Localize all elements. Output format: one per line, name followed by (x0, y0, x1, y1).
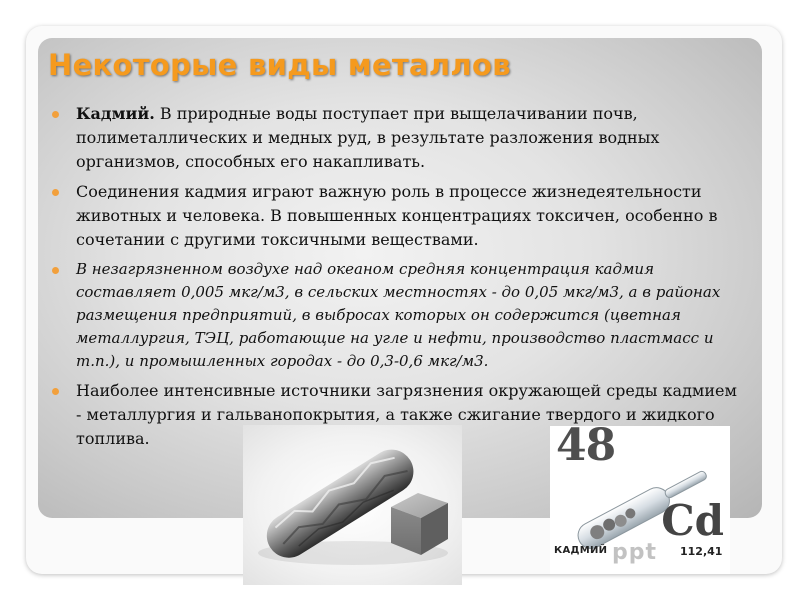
bullet-compounds (52, 180, 742, 252)
bullet-lead: Кадмий. (76, 104, 155, 123)
cadmium-ingot-photo (243, 425, 462, 585)
bullet-text: Наиболее интенсивные источники загрязнения окружающей среды кадмием - металлургия и гальванопокрытия, а также сжигание твердого и жидкого топлива. (76, 381, 737, 448)
bullet-dot-icon (52, 189, 59, 196)
bullet-dot-icon (52, 111, 59, 118)
watermark-text: ppt (612, 540, 658, 565)
bullet-text: Соединения кадмия играют важную роль в процессе жизнедеятельности животных и человека. В повышенных концентрациях токсичен, особенно в сочетании с другими токсичными веществами. (76, 182, 718, 249)
element-name: КАДМИЙ (554, 545, 608, 556)
slide-title: Некоторые виды металлов (48, 48, 511, 82)
bullet-text: В незагрязненном воздухе над океаном средняя концентрация кадмия составляет 0,005 мкг/м3, в сельских местностях - до 0,05 мкг/м3, а в районах размещения предприятий, в выбросах которых он содержится (цветная металлургия, ТЭЦ, работающие на угле и нефти, производство пластмасс и т.п.), и промышленных городах - до 0,3-0,6 мкг/м3. (76, 260, 721, 370)
bullet-air-concentration (52, 258, 742, 373)
bullet-dot-icon (52, 388, 59, 395)
bullet-cadmium-intro (52, 102, 742, 174)
atomic-mass: 112,41 (680, 545, 723, 558)
cadmium-ingot-image (243, 425, 462, 585)
bullet-dot-icon (52, 267, 59, 274)
bullet-text: В природные воды поступает при выщелачивании почв, полиметаллических и медных руд, в результате разложения водных организмов, способных его накапливать. (76, 104, 660, 171)
element-symbol: Cd (661, 496, 724, 545)
bullet-list (52, 102, 742, 457)
atomic-number: 48 (556, 420, 616, 471)
